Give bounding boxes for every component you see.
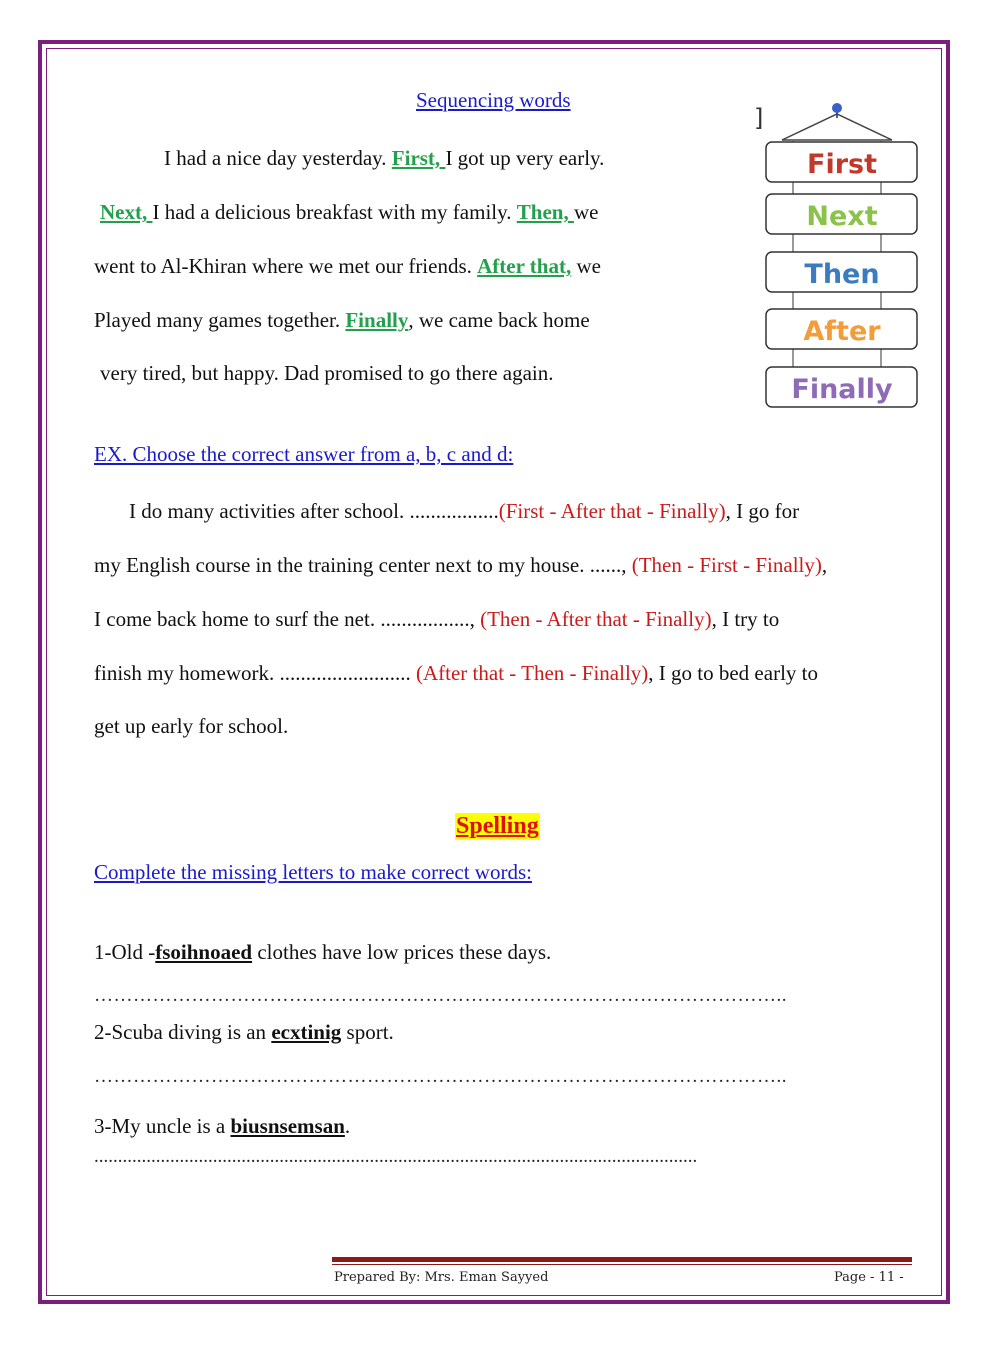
story-line-5: very tired, but happy. Dad promised to go there again. bbox=[100, 361, 554, 385]
section-title[interactable]: Sequencing words bbox=[416, 88, 571, 112]
question-text: clothes have low prices these days. bbox=[252, 940, 552, 964]
question-text: 2-Scuba diving is an bbox=[94, 1020, 272, 1044]
answer-options[interactable]: (After that - Then - Finally) bbox=[415, 661, 649, 685]
sequence-word: First, bbox=[391, 146, 446, 170]
exercise-line-3 bbox=[94, 607, 779, 632]
exercise-line-1 bbox=[129, 499, 799, 524]
answer-options[interactable]: (First - After that - Finally) bbox=[498, 499, 726, 523]
exercise-line-5: get up early for school. bbox=[94, 714, 289, 738]
answer-options[interactable]: (Then - After that - Finally) bbox=[480, 607, 712, 631]
question-text: 3-My uncle is a bbox=[94, 1114, 231, 1138]
exercise-text: my English course in the training center next to my house. ......, bbox=[94, 553, 632, 577]
story-text: went to Al-Khiran where we met our friends. bbox=[94, 254, 478, 278]
exercise-instruction[interactable]: EX. Choose the correct answer from a, b, c and d: bbox=[94, 442, 514, 466]
bracket-mark: ] bbox=[754, 104, 764, 132]
spelling-instruction[interactable]: Complete the missing letters to make correct words: bbox=[94, 860, 532, 884]
question-text: sport. bbox=[341, 1020, 394, 1044]
spelling-question-2 bbox=[94, 1020, 394, 1045]
answer-options[interactable]: (Then - First - Finally) bbox=[631, 553, 822, 577]
sign-word-then: Then bbox=[804, 259, 880, 290]
story-line-4 bbox=[94, 308, 590, 333]
exercise-line-2 bbox=[94, 553, 827, 578]
sequence-word: Next, bbox=[100, 200, 153, 224]
scrambled-word: ecxtinig bbox=[271, 1020, 342, 1044]
footer-rule-thin bbox=[332, 1264, 912, 1265]
story-text: I got up very early. bbox=[445, 146, 605, 170]
footer-prepared-by: Prepared By: Mrs. Eman Sayyed bbox=[334, 1270, 549, 1285]
story-line-2 bbox=[100, 200, 598, 225]
story-text: , we came back home bbox=[408, 308, 590, 332]
story-line-3 bbox=[94, 254, 601, 279]
exercise-text: , I go for bbox=[725, 499, 800, 523]
answer-line-1[interactable]: …………………………………………………………………………………………….. bbox=[94, 985, 787, 1006]
footer-rule bbox=[332, 1257, 912, 1262]
answer-line-3[interactable]: ............................................................................................................................... bbox=[94, 1146, 698, 1167]
spelling-question-3 bbox=[94, 1114, 350, 1139]
story-text: we bbox=[571, 254, 601, 278]
story-line-1 bbox=[164, 146, 604, 171]
story-text: I had a delicious breakfast with my family. bbox=[152, 200, 517, 224]
pin-icon bbox=[832, 103, 842, 113]
question-text: 1-Old - bbox=[94, 940, 156, 964]
sign-word-next: Next bbox=[806, 201, 878, 232]
exercise-text: I come back home to surf the net. ................., bbox=[94, 607, 481, 631]
exercise-text: I do many activities after school. ................. bbox=[129, 499, 499, 523]
spelling-heading: Spelling bbox=[456, 813, 539, 839]
scrambled-word: fsoihnoaed bbox=[155, 940, 253, 964]
sign-word-after: After bbox=[803, 316, 881, 347]
scrambled-word: biusnsemsan bbox=[230, 1114, 345, 1138]
exercise-line-4 bbox=[94, 661, 818, 686]
exercise-text: , I try to bbox=[711, 607, 780, 631]
story-text: I had a nice day yesterday. bbox=[164, 146, 392, 170]
sequence-word: After that, bbox=[477, 254, 572, 278]
exercise-text: , I go to bed early to bbox=[648, 661, 818, 685]
spelling-question-1 bbox=[94, 940, 551, 965]
story-text: we bbox=[573, 200, 599, 224]
sequence-word: Then, bbox=[516, 200, 574, 224]
sign-word-finally: Finally bbox=[791, 374, 893, 405]
story-text: Played many games together. bbox=[94, 308, 346, 332]
question-text: . bbox=[344, 1114, 351, 1138]
sign-word-first: First bbox=[807, 149, 877, 180]
exercise-text: , bbox=[821, 553, 828, 577]
sequence-sign bbox=[760, 98, 926, 412]
footer-page-number: Page - 11 - bbox=[834, 1270, 904, 1285]
exercise-text: finish my homework. ......................... bbox=[94, 661, 416, 685]
answer-line-2[interactable]: …………………………………………………………………………………………….. bbox=[94, 1066, 787, 1087]
sequence-word: Finally bbox=[345, 308, 409, 332]
